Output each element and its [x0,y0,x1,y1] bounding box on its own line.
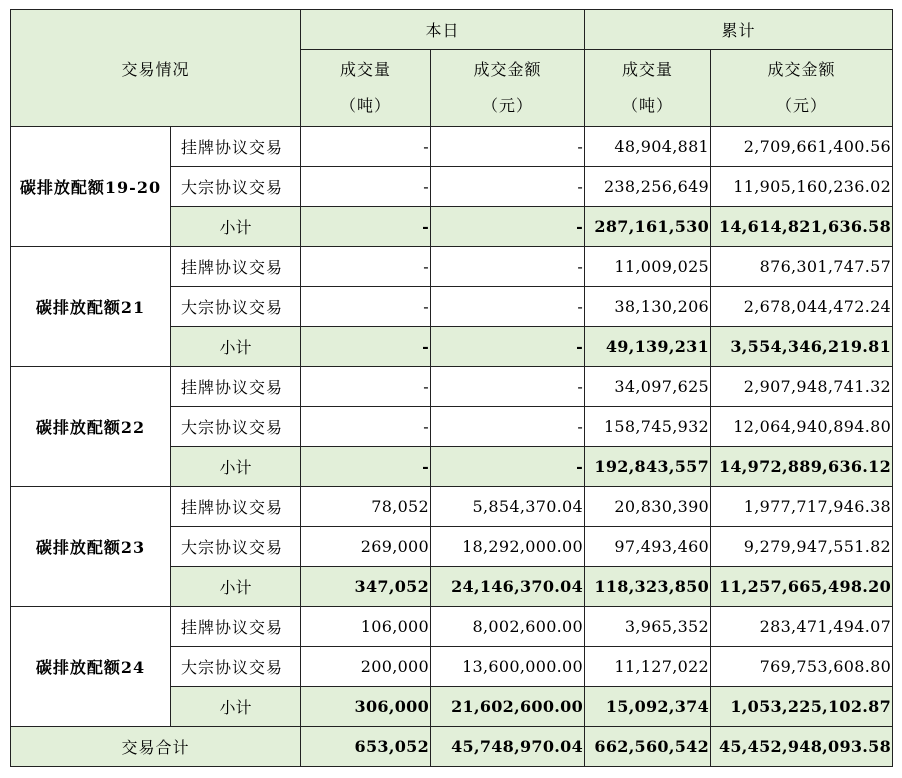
quota-category: 碳排放配额22 [11,367,171,487]
subtotal-label: 小计 [171,207,301,247]
subtotal-label: 小计 [171,687,301,727]
cum-amount-cell: 11,905,160,236.02 [711,167,893,207]
cum-volume-cell: 97,493,460 [585,527,711,567]
cum-amount-cell: 1,977,717,946.38 [711,487,893,527]
today-volume-cell: 347,052 [301,567,431,607]
cum-amount-cell: 2,709,661,400.56 [711,127,893,167]
table-row [11,367,893,407]
volume-label: 成交量 [340,60,392,79]
table-row [11,487,893,527]
volume-label: 成交量 [622,60,674,79]
amount-unit: （元） [776,96,828,115]
cum-volume-cell: 287,161,530 [585,207,711,247]
today-volume-cell: - [301,407,431,447]
header-today: 本日 [301,10,585,50]
table-row [11,607,893,647]
today-amount-cell: 8,002,600.00 [431,607,585,647]
today-amount-cell: 21,602,600.00 [431,687,585,727]
total-today-volume: 653,052 [301,727,431,767]
quota-category: 碳排放配额24 [11,607,171,727]
quota-category: 碳排放配额19-20 [11,127,171,247]
amount-label: 成交金额 [473,60,542,79]
header-today-amount [431,50,585,127]
trade-type: 大宗协议交易 [171,407,301,447]
today-amount-cell: - [431,447,585,487]
cum-amount-cell: 2,907,948,741.32 [711,367,893,407]
cum-volume-cell: 3,965,352 [585,607,711,647]
today-amount-cell: 13,600,000.00 [431,647,585,687]
today-amount-cell: 5,854,370.04 [431,487,585,527]
trade-type: 挂牌协议交易 [171,367,301,407]
today-amount-cell: - [431,287,585,327]
trade-summary-table [10,9,893,767]
today-volume-cell: 269,000 [301,527,431,567]
cum-volume-cell: 20,830,390 [585,487,711,527]
cum-volume-cell: 34,097,625 [585,367,711,407]
today-amount-cell: 24,146,370.04 [431,567,585,607]
cum-volume-cell: 158,745,932 [585,407,711,447]
cum-volume-cell: 192,843,557 [585,447,711,487]
trade-type: 挂牌协议交易 [171,247,301,287]
today-volume-cell: 200,000 [301,647,431,687]
volume-unit: （吨） [340,96,392,115]
subtotal-label: 小计 [171,327,301,367]
table-row [11,127,893,167]
trade-type: 大宗协议交易 [171,287,301,327]
quota-category: 碳排放配额23 [11,487,171,607]
cum-volume-cell: 48,904,881 [585,127,711,167]
cum-volume-cell: 118,323,850 [585,567,711,607]
quota-category: 碳排放配额21 [11,247,171,367]
trade-type: 挂牌协议交易 [171,487,301,527]
today-amount-cell: - [431,407,585,447]
header-today-volume [301,50,431,127]
cum-volume-cell: 238,256,649 [585,167,711,207]
cum-amount-cell: 769,753,608.80 [711,647,893,687]
cum-amount-cell: 12,064,940,894.80 [711,407,893,447]
total-cum-volume: 662,560,542 [585,727,711,767]
header-cumulative: 累计 [585,10,893,50]
subtotal-label: 小计 [171,447,301,487]
header-cum-volume [585,50,711,127]
table-row [11,247,893,287]
cum-amount-cell: 14,972,889,636.12 [711,447,893,487]
today-volume-cell: - [301,447,431,487]
today-amount-cell: - [431,167,585,207]
today-amount-cell: - [431,367,585,407]
trade-type: 挂牌协议交易 [171,127,301,167]
cum-amount-cell: 2,678,044,472.24 [711,287,893,327]
today-volume-cell: - [301,127,431,167]
total-row [11,727,893,767]
total-cum-amount: 45,452,948,093.58 [711,727,893,767]
cum-volume-cell: 38,130,206 [585,287,711,327]
today-amount-cell: - [431,327,585,367]
cum-amount-cell: 9,279,947,551.82 [711,527,893,567]
cum-volume-cell: 15,092,374 [585,687,711,727]
today-volume-cell: - [301,287,431,327]
total-today-amount: 45,748,970.04 [431,727,585,767]
cum-volume-cell: 49,139,231 [585,327,711,367]
today-volume-cell: - [301,247,431,287]
amount-label: 成交金额 [767,60,836,79]
trade-type: 挂牌协议交易 [171,607,301,647]
volume-unit: （吨） [622,96,674,115]
today-volume-cell: - [301,327,431,367]
trade-type: 大宗协议交易 [171,647,301,687]
cum-amount-cell: 1,053,225,102.87 [711,687,893,727]
total-label: 交易合计 [11,727,301,767]
cum-volume-cell: 11,127,022 [585,647,711,687]
today-volume-cell: 78,052 [301,487,431,527]
header-trade-situation: 交易情况 [11,10,301,127]
cum-amount-cell: 283,471,494.07 [711,607,893,647]
header-cum-amount [711,50,893,127]
cum-volume-cell: 11,009,025 [585,247,711,287]
today-volume-cell: 106,000 [301,607,431,647]
trade-type: 大宗协议交易 [171,527,301,567]
cum-amount-cell: 11,257,665,498.20 [711,567,893,607]
cum-amount-cell: 876,301,747.57 [711,247,893,287]
today-volume-cell: - [301,367,431,407]
trade-type: 大宗协议交易 [171,167,301,207]
today-amount-cell: - [431,247,585,287]
today-volume-cell: - [301,167,431,207]
amount-unit: （元） [482,96,534,115]
today-amount-cell: 18,292,000.00 [431,527,585,567]
subtotal-label: 小计 [171,567,301,607]
today-amount-cell: - [431,207,585,247]
today-volume-cell: - [301,207,431,247]
cum-amount-cell: 3,554,346,219.81 [711,327,893,367]
today-volume-cell: 306,000 [301,687,431,727]
today-amount-cell: - [431,127,585,167]
cum-amount-cell: 14,614,821,636.58 [711,207,893,247]
